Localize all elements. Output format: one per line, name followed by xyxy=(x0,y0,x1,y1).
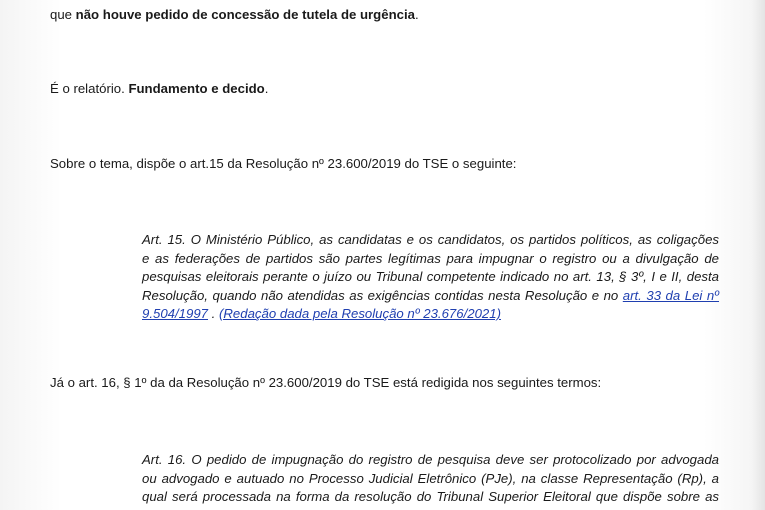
paragraph-relatorio-suffix: . xyxy=(264,81,269,96)
quote-art-15-line-4-text: Resolução, quando não atendidas as exigências contidas nesta Resolução e no xyxy=(142,287,623,303)
quote-art-15 xyxy=(142,231,719,324)
link-redacao-resolucao[interactable]: (Redação dada pela Resolução nº 23.676/2021) xyxy=(219,306,501,321)
paragraph-tutela xyxy=(50,6,419,24)
page-edge-shadow xyxy=(751,0,765,510)
quote-art-15-line-1: Art. 15. O Ministério Público, as candidatas e os candidatos, os partidos políticos, as coligações xyxy=(142,232,719,247)
link-art-33-lei[interactable]: art. 33 da Lei nº xyxy=(622,287,720,303)
quote-art-15-line-3: pesquisas eleitorais perante o juízo ou Tribunal competente indicado no art. 13, § 3º, I e II, desta xyxy=(142,269,719,284)
paragraph-tutela-prefix: que xyxy=(50,7,76,22)
quote-art-16-line-3: qual será processada na forma da resolução do Tribunal Superior Eleitoral que dispõe sobre as xyxy=(142,489,719,504)
link-lei-9504-1997[interactable]: 9.504/1997 xyxy=(142,306,209,321)
paragraph-relatorio-bold: Fundamento e decido xyxy=(128,81,265,96)
paragraph-sobre-tema: Sobre o tema, dispõe o art.15 da Resolução nº 23.600/2019 do TSE o seguinte: xyxy=(50,156,517,171)
quote-art-16 xyxy=(142,451,719,507)
quote-art-16-line-1: Art. 16. O pedido de impugnação do registro de pesquisa deve ser protocolizado por advogada xyxy=(142,452,719,467)
paragraph-art-16: Já o art. 16, § 1º da da Resolução nº 23.600/2019 do TSE está redigida nos seguintes termos: xyxy=(50,375,602,390)
paragraph-tutela-bold: não houve pedido de concessão de tutela de urgência xyxy=(75,7,415,22)
paragraph-relatorio xyxy=(50,80,268,98)
paragraph-tutela-suffix: . xyxy=(414,7,419,22)
quote-art-15-line-5 xyxy=(142,305,719,324)
quote-art-16-line-2: ou advogado e autuado no Processo Judicial Eletrônico (PJe), na classe Representação (Rp), a xyxy=(142,470,719,486)
quote-art-15-line-5-mid: . xyxy=(208,306,220,321)
quote-art-15-line-2: e as federações de partidos são partes legítimas para impugnar o registro ou a divulgação de xyxy=(142,250,719,266)
paragraph-relatorio-prefix: É o relatório. xyxy=(50,81,129,96)
quote-art-15-line-4 xyxy=(142,287,719,306)
